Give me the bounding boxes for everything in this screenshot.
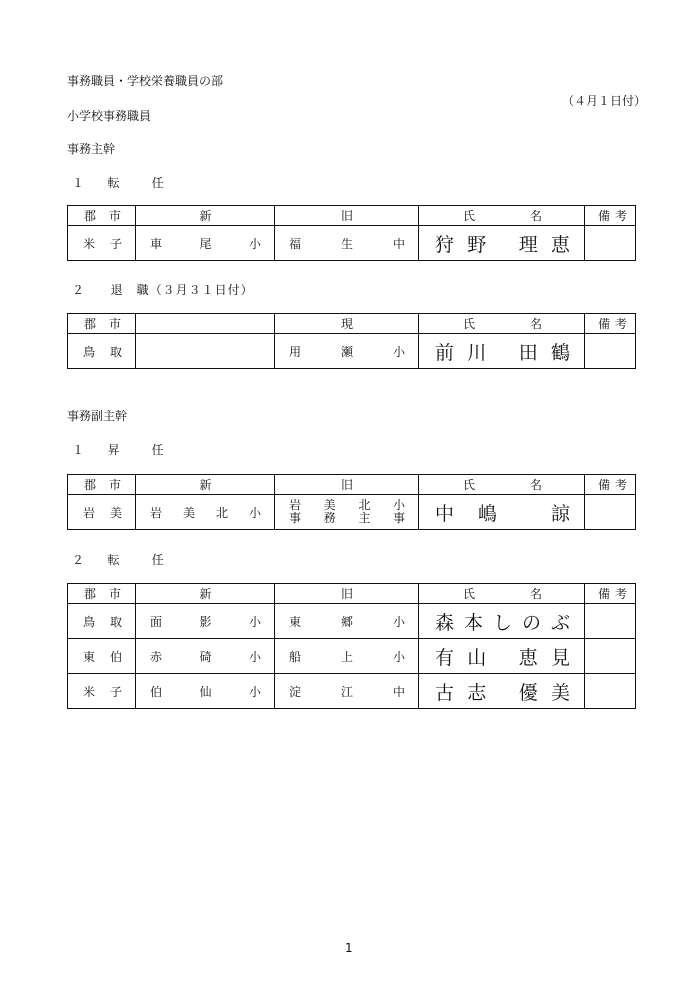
cell-name: 狩 野 理 恵	[419, 226, 585, 261]
header-city: 郡 市	[68, 314, 136, 334]
header-name: 氏 名	[419, 314, 585, 334]
table-row	[68, 495, 636, 530]
header-blank	[136, 314, 275, 334]
cell-note	[585, 226, 636, 261]
header-city: 郡 市	[68, 584, 136, 604]
header-new: 新	[136, 475, 275, 495]
header-note: 備 考	[585, 206, 636, 226]
cell-new: 面 影 小	[136, 604, 275, 639]
heading-number: ２	[72, 283, 86, 297]
cell-note	[585, 334, 636, 369]
table-row	[68, 639, 636, 674]
table-header-row	[68, 314, 636, 334]
heading-number: ２	[72, 553, 85, 567]
header-name: 氏 名	[419, 206, 585, 226]
table-row	[68, 604, 636, 639]
table-header-row	[68, 475, 636, 495]
old-line-2: 事 務 主 事	[289, 511, 405, 525]
cell-new: 赤 碕 小	[136, 639, 275, 674]
table-row	[68, 226, 636, 261]
heading-text: 転 任	[107, 176, 174, 190]
cell-old: 淀 江 中	[275, 674, 419, 709]
subsection-heading-promotion	[72, 443, 174, 457]
cell-city: 米 子	[68, 674, 136, 709]
header-name: 氏 名	[419, 584, 585, 604]
header-old: 旧	[275, 206, 419, 226]
group-title-deputy: 事務副主幹	[67, 409, 128, 423]
cell-new: 伯 仙 小	[136, 674, 275, 709]
section-title: 事務職員・学校栄養職員の部	[67, 74, 224, 88]
cell-old: 東 郷 小	[275, 604, 419, 639]
header-name: 氏 名	[419, 475, 585, 495]
header-current: 現	[275, 314, 419, 334]
cell-name: 有 山 恵 見	[419, 639, 585, 674]
cell-name: 前 川 田 鶴	[419, 334, 585, 369]
table-row	[68, 674, 636, 709]
cell-city: 鳥 取	[68, 334, 136, 369]
cell-city: 鳥 取	[68, 604, 136, 639]
cell-note	[585, 674, 636, 709]
cell-name: 古 志 優 美	[419, 674, 585, 709]
subsection-heading-transfer-deputy	[72, 553, 174, 567]
header-new: 新	[136, 206, 275, 226]
cell-current: 用 瀬 小	[275, 334, 419, 369]
cell-city: 東 伯	[68, 639, 136, 674]
table-header-row	[68, 206, 636, 226]
header-city: 郡 市	[68, 475, 136, 495]
header-new: 新	[136, 584, 275, 604]
group-title-chief: 事務主幹	[67, 142, 116, 156]
cell-blank	[136, 334, 275, 369]
table-header-row	[68, 584, 636, 604]
cell-note	[585, 495, 636, 530]
heading-text: 昇 任	[107, 443, 174, 457]
table-chief-retire	[67, 313, 636, 369]
table-deputy-transfer	[67, 583, 636, 709]
header-note: 備 考	[585, 314, 636, 334]
subsection-heading-retire	[72, 283, 254, 297]
cell-name: 中 嶋 諒	[419, 495, 585, 530]
cell-name: 森 本 し の ぶ	[419, 604, 585, 639]
page-number: 1	[345, 941, 353, 955]
cell-new: 車 尾 小	[136, 226, 275, 261]
old-line-1: 岩 美 北 小	[289, 498, 405, 512]
table-deputy-promotion	[67, 474, 636, 530]
cell-old-two-line	[275, 495, 419, 530]
date-note: （４月１日付）	[562, 94, 647, 108]
header-city: 郡 市	[68, 206, 136, 226]
heading-text: 転 任	[107, 553, 174, 567]
header-old: 旧	[275, 475, 419, 495]
heading-number: １	[72, 176, 85, 190]
cell-note	[585, 639, 636, 674]
cell-new: 岩 美 北 小	[136, 495, 275, 530]
heading-number: １	[72, 443, 85, 457]
table-chief-transfer	[67, 205, 636, 261]
cell-old: 船 上 小	[275, 639, 419, 674]
table-row	[68, 334, 636, 369]
header-note: 備 考	[585, 475, 636, 495]
category-title: 小学校事務職員	[67, 109, 152, 123]
subsection-heading-transfer	[72, 176, 174, 190]
cell-city: 岩 美	[68, 495, 136, 530]
header-note: 備 考	[585, 584, 636, 604]
cell-old: 福 生 中	[275, 226, 419, 261]
heading-text: 退 職（３月３１日付）	[110, 283, 254, 297]
header-old: 旧	[275, 584, 419, 604]
cell-note	[585, 604, 636, 639]
cell-city: 米 子	[68, 226, 136, 261]
